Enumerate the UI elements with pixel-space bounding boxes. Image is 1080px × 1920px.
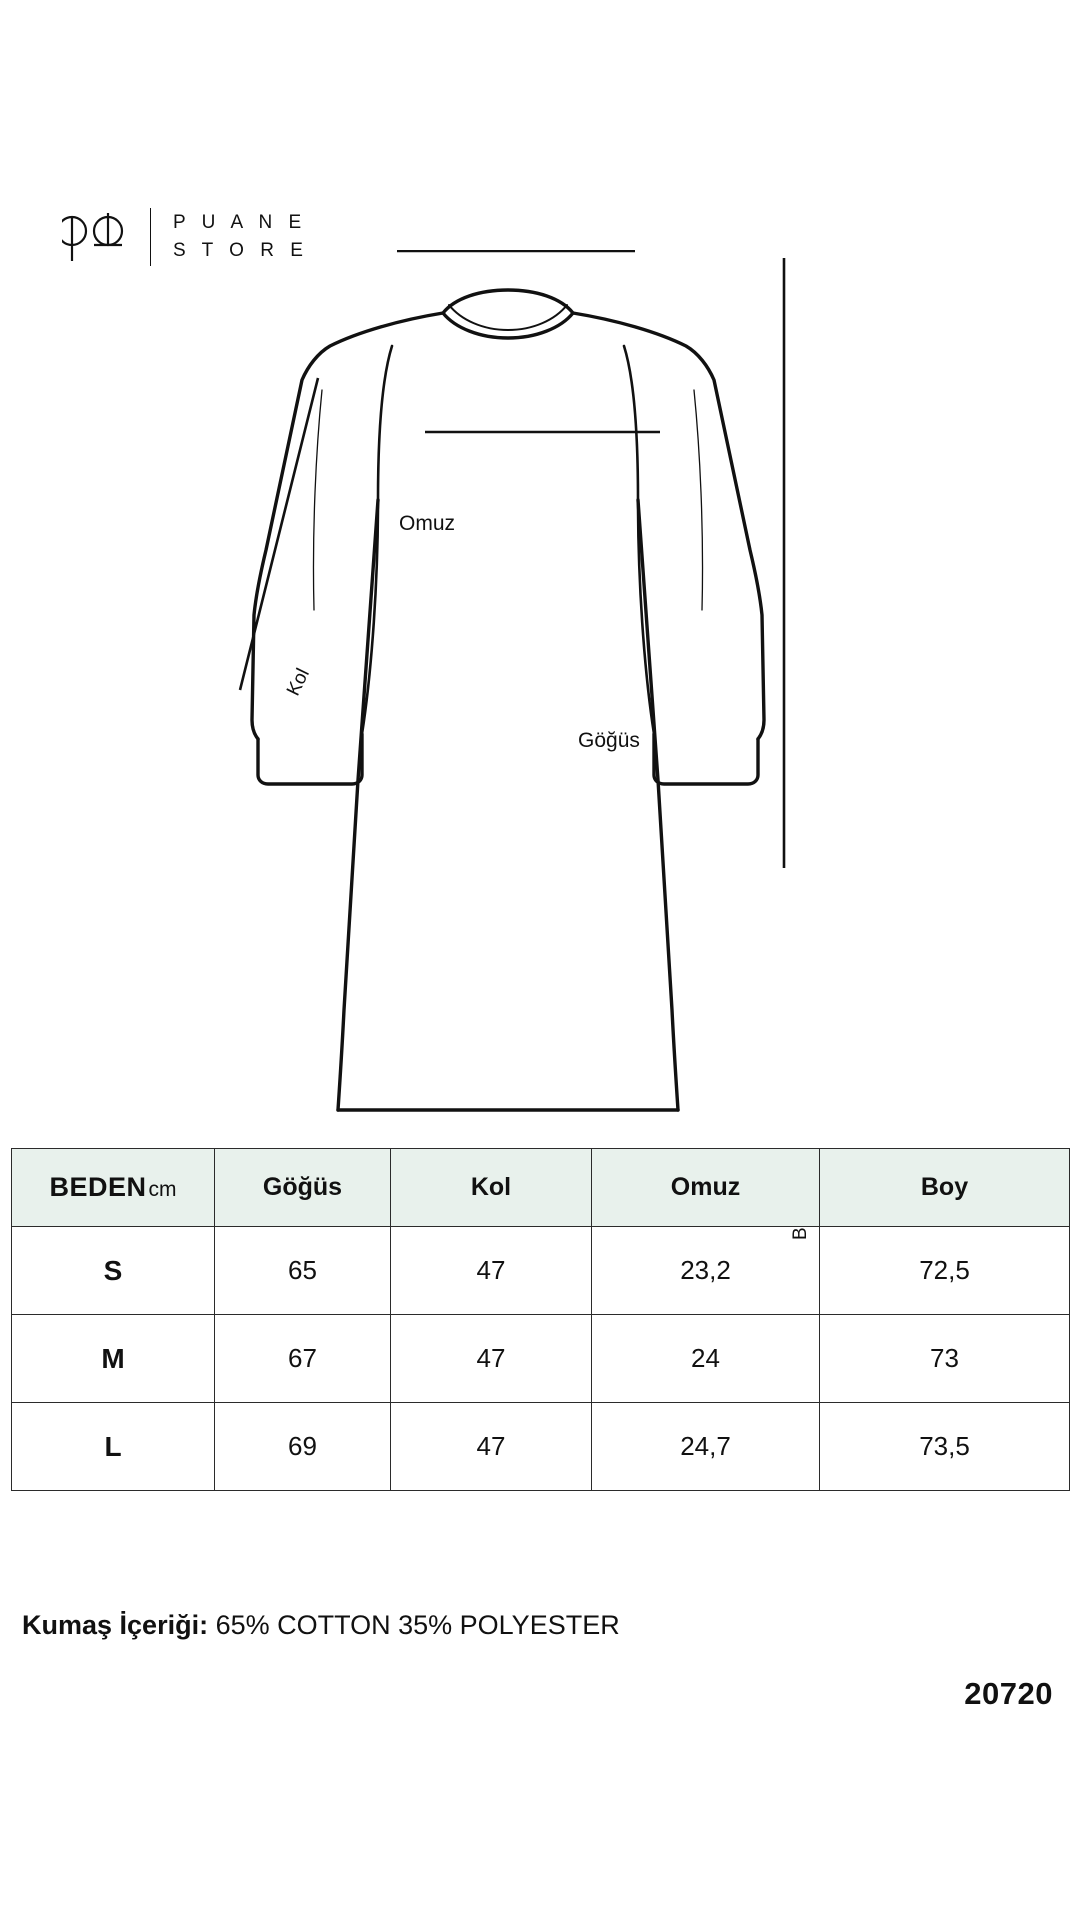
- long-sleeve-sweatshirt-dress-technical-drawing: [0, 250, 1080, 1120]
- table-header-shoulder: Omuz: [592, 1149, 820, 1227]
- table-row: [12, 1227, 1070, 1315]
- measure-label-chest: Göğüs: [578, 729, 640, 752]
- table-header-row: [12, 1149, 1070, 1227]
- fabric-content: [22, 1610, 620, 1641]
- row-sleeve-value: 47: [391, 1227, 592, 1315]
- table-row: [12, 1403, 1070, 1491]
- measure-label-shoulder: Omuz: [399, 512, 456, 535]
- measure-label-sleeve: Kol: [283, 665, 314, 700]
- row-sleeve-value: 47: [391, 1403, 592, 1491]
- row-shoulder-value: 24,7: [592, 1403, 820, 1491]
- row-size-label: L: [12, 1403, 215, 1491]
- row-chest-value: 67: [215, 1315, 391, 1403]
- row-sleeve-value: 47: [391, 1315, 592, 1403]
- garment-technical-drawing: [0, 250, 1080, 1120]
- table-row: [12, 1315, 1070, 1403]
- table-header-size: [12, 1149, 215, 1227]
- size-table: [11, 1148, 1070, 1491]
- table-header-chest: Göğüs: [215, 1149, 391, 1227]
- row-length-value: 72,5: [820, 1227, 1070, 1315]
- row-chest-value: 69: [215, 1403, 391, 1491]
- row-length-value: 73: [820, 1315, 1070, 1403]
- row-length-value: 73,5: [820, 1403, 1070, 1491]
- row-size-label: M: [12, 1315, 215, 1403]
- table-header-length: Boy: [820, 1149, 1070, 1227]
- row-size-label: S: [12, 1227, 215, 1315]
- row-chest-value: 65: [215, 1227, 391, 1315]
- size-table-wrapper: [11, 1148, 1069, 1491]
- fabric-content-label: Kumaş İçeriği:: [22, 1610, 209, 1640]
- row-shoulder-value: 23,2: [592, 1227, 820, 1315]
- product-code: 20720: [964, 1676, 1053, 1711]
- fabric-content-value: 65% COTTON 35% POLYESTER: [215, 1610, 620, 1640]
- table-header-size-main: BEDEN: [49, 1172, 147, 1202]
- brand-name-line-2: S T O R E: [173, 240, 309, 261]
- row-shoulder-value: 24: [592, 1315, 820, 1403]
- table-header-sleeve: Kol: [391, 1149, 592, 1227]
- table-header-size-unit: cm: [148, 1178, 177, 1201]
- brand-name-line-1: P U A N E: [173, 212, 307, 234]
